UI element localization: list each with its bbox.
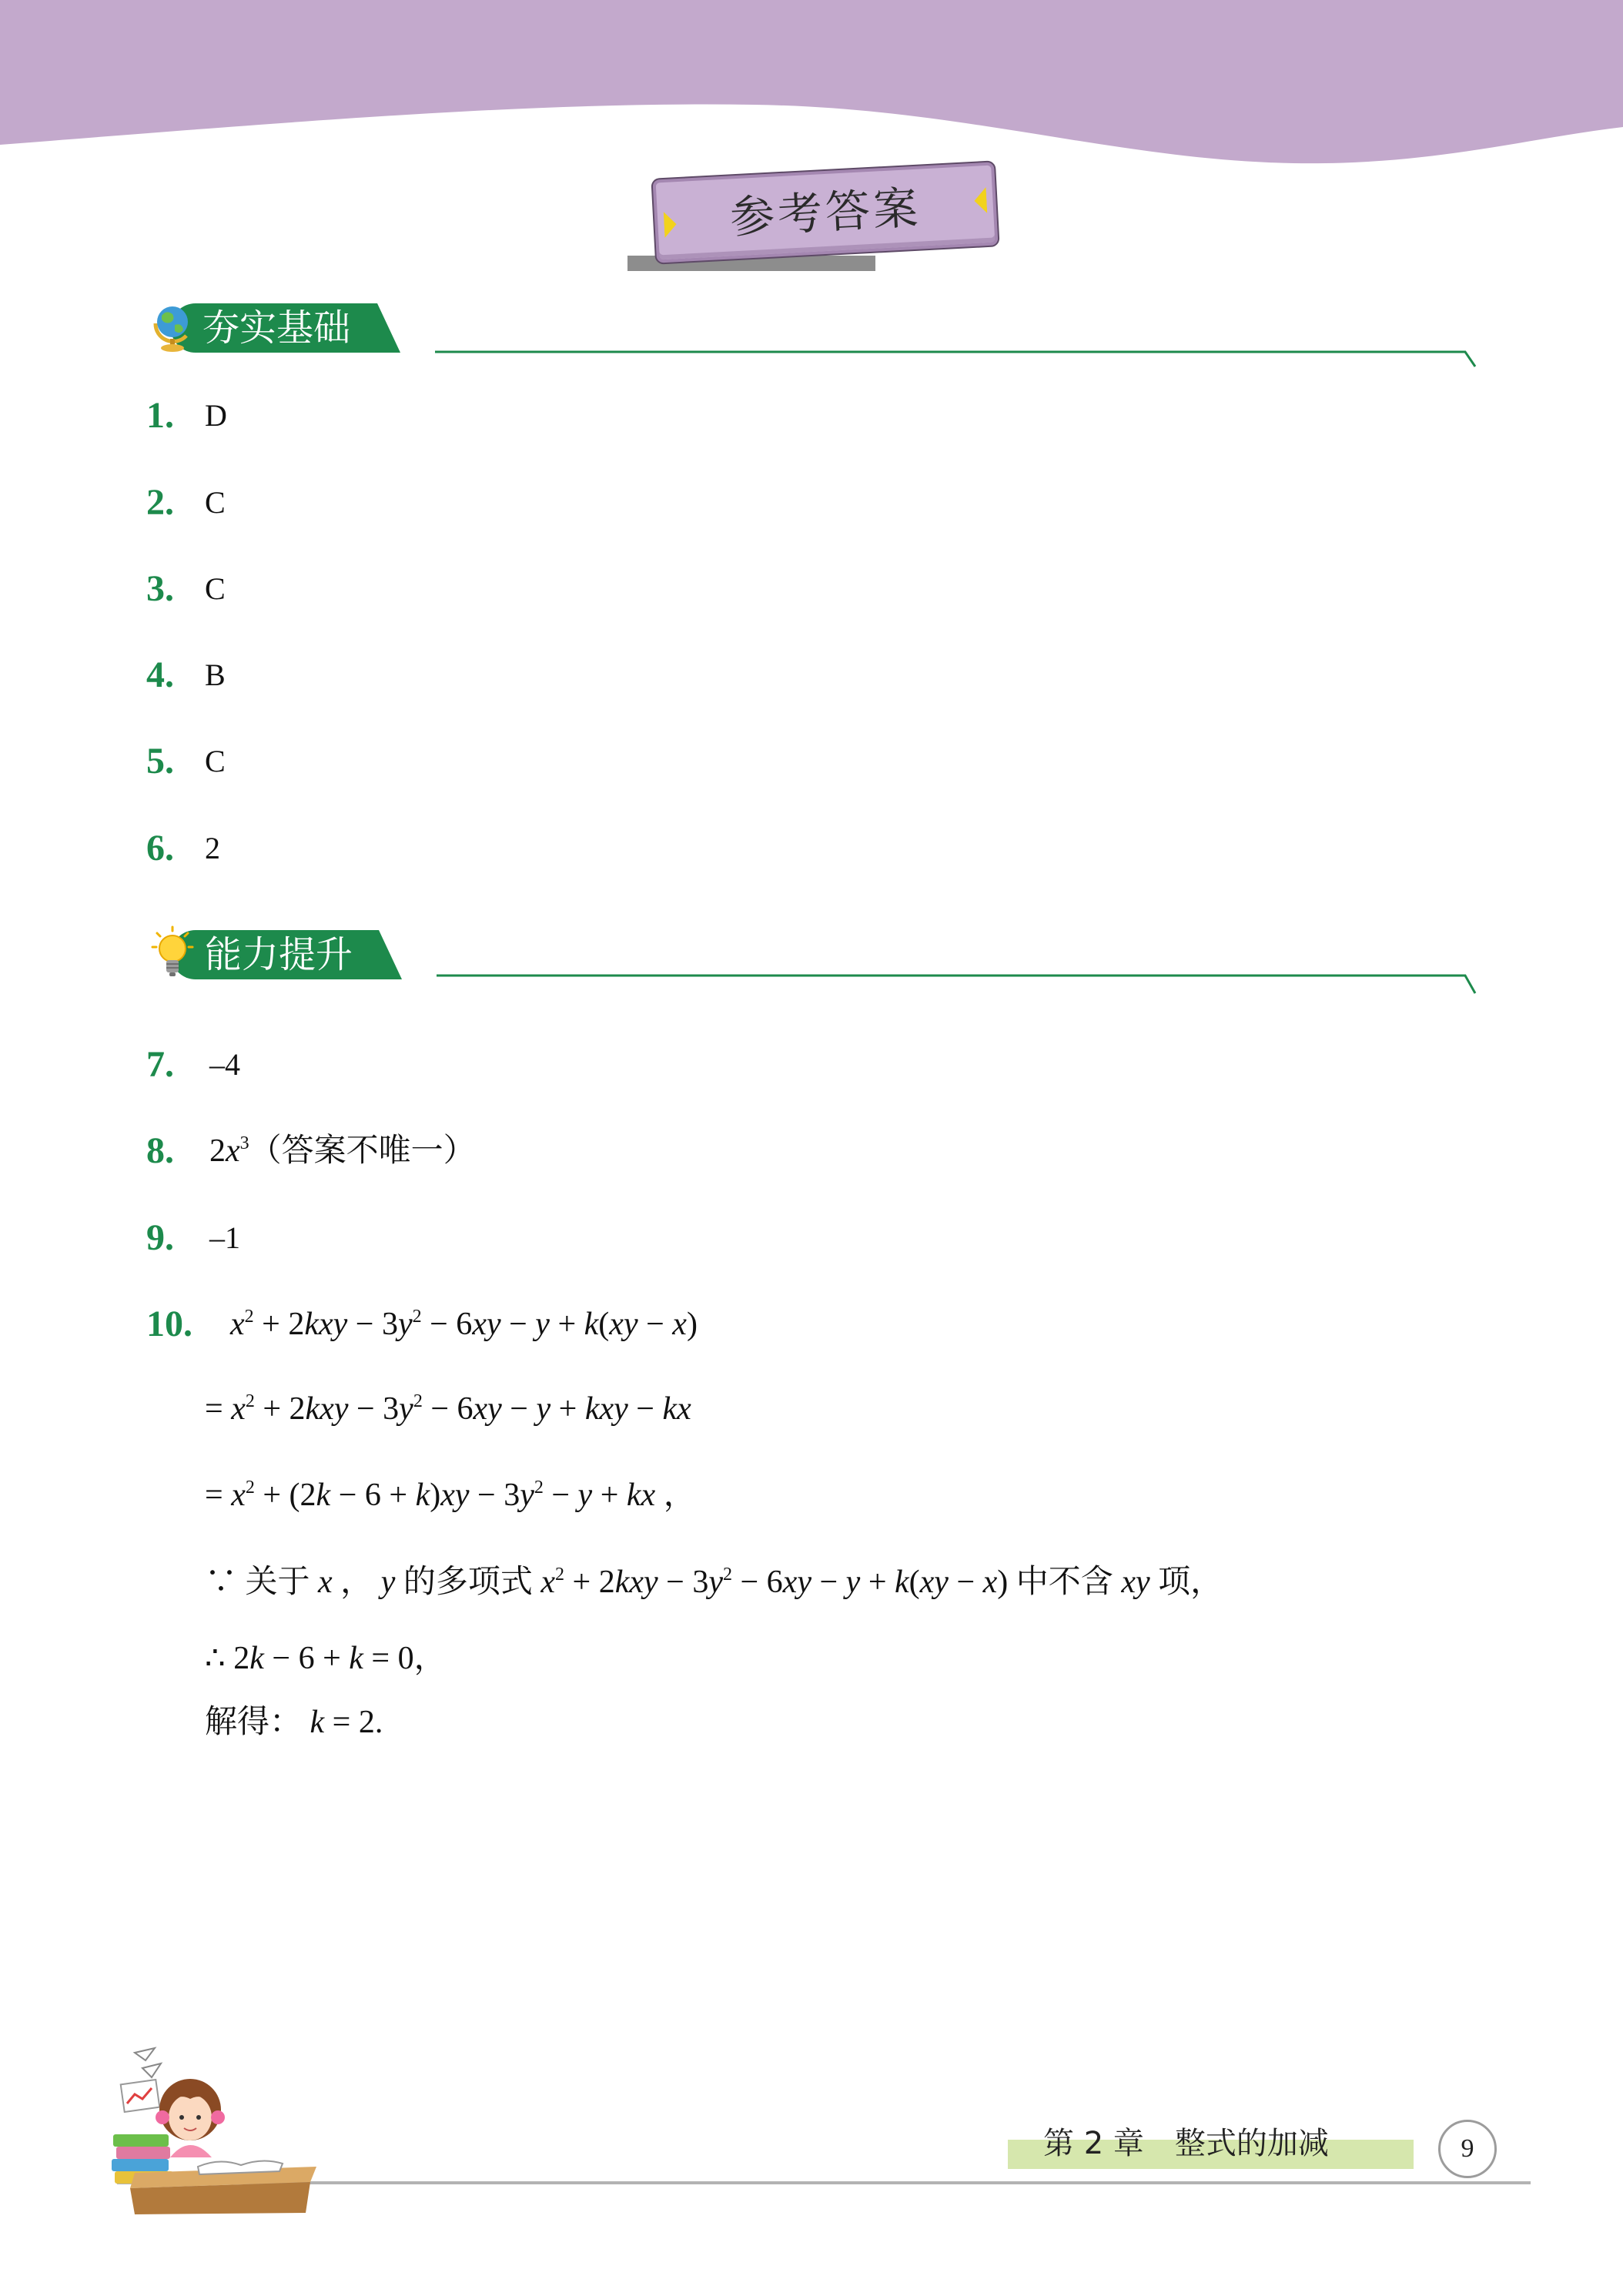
math-text: = bbox=[205, 1478, 232, 1513]
solution-line bbox=[205, 1699, 383, 1745]
answer-text: B bbox=[205, 658, 226, 692]
math-variable: x bbox=[230, 1307, 245, 1342]
math-exponent: 3 bbox=[239, 1133, 249, 1153]
answer-text: C bbox=[205, 485, 226, 520]
math-variable: y bbox=[708, 1565, 723, 1600]
math-text: − bbox=[637, 1307, 673, 1342]
math-text: + 2 bbox=[564, 1565, 615, 1600]
math-text: ) bbox=[430, 1478, 441, 1513]
math-variable: x bbox=[226, 1133, 240, 1169]
math-text: = 0， bbox=[363, 1641, 447, 1676]
solution-line bbox=[205, 1472, 696, 1518]
page-title: 参考答案 bbox=[728, 181, 922, 244]
math-text: 中不含 bbox=[1008, 1565, 1122, 1600]
math-exponent: 2 bbox=[413, 1391, 423, 1411]
math-variable: k bbox=[584, 1307, 599, 1342]
answer-expression bbox=[209, 1128, 476, 1174]
math-text: − 6 bbox=[731, 1565, 783, 1600]
solution-line bbox=[230, 1301, 698, 1347]
math-variable: xy bbox=[472, 1307, 501, 1342]
student-illustration bbox=[104, 2042, 327, 2219]
math-text: ) bbox=[997, 1565, 1009, 1600]
footer-chapter-title: 第 2 章 整式的加减 bbox=[1043, 2126, 1329, 2161]
math-variable: x bbox=[318, 1565, 333, 1600]
math-variable: y bbox=[399, 1391, 413, 1427]
math-variable: xy bbox=[1121, 1565, 1150, 1600]
math-text: − 3 bbox=[658, 1565, 709, 1600]
math-exponent: 2 bbox=[722, 1565, 732, 1585]
math-variable: kx bbox=[662, 1391, 691, 1427]
math-variable: xy bbox=[919, 1565, 949, 1600]
math-exponent: 2 bbox=[412, 1307, 422, 1327]
math-text: ∵ 关于 bbox=[205, 1565, 319, 1600]
paper-plane-icon bbox=[135, 2048, 161, 2077]
chart-paper bbox=[121, 2080, 160, 2112]
math-exponent: 2 bbox=[244, 1307, 254, 1327]
page-number: 9 bbox=[1438, 2120, 1497, 2178]
answer-text: C bbox=[205, 744, 226, 778]
math-text: ( bbox=[909, 1565, 920, 1600]
answer-text: 2 bbox=[205, 831, 220, 865]
math-text: + 2 bbox=[253, 1307, 305, 1342]
math-variable: y bbox=[536, 1391, 551, 1427]
math-text: − 3 bbox=[469, 1478, 520, 1513]
math-variable: kxy bbox=[305, 1391, 349, 1427]
math-text: − bbox=[501, 1391, 537, 1427]
math-text: 解得： bbox=[205, 1705, 310, 1740]
math-variable: k bbox=[316, 1478, 331, 1513]
question-number: 5. bbox=[146, 741, 174, 782]
question-number: 10. bbox=[146, 1304, 192, 1344]
math-exponent: 2 bbox=[245, 1478, 255, 1498]
math-text: − bbox=[627, 1391, 663, 1427]
math-text: ( bbox=[598, 1307, 610, 1342]
math-text: = bbox=[205, 1391, 232, 1427]
section-advanced-rule bbox=[0, 970, 1623, 1001]
math-text: ) bbox=[686, 1307, 698, 1342]
question-number: 1. bbox=[146, 395, 174, 436]
math-variable: y bbox=[520, 1478, 534, 1513]
math-variable: x bbox=[540, 1565, 556, 1600]
math-text: − 6 bbox=[422, 1391, 474, 1427]
answer-text: –1 bbox=[209, 1220, 240, 1255]
math-variable: xy bbox=[782, 1565, 812, 1600]
math-variable: xy bbox=[440, 1478, 470, 1513]
math-variable: x bbox=[231, 1478, 246, 1513]
solution-line bbox=[205, 1386, 691, 1432]
math-text: ， bbox=[332, 1565, 381, 1600]
math-text: + bbox=[550, 1391, 585, 1427]
section-basic-title: 夯实基础 bbox=[202, 306, 351, 350]
math-text: + bbox=[860, 1565, 895, 1600]
math-variable: kxy bbox=[614, 1565, 658, 1600]
question-number: 7. bbox=[146, 1044, 174, 1085]
math-text: 的多项式 bbox=[395, 1565, 541, 1600]
math-text: = 2. bbox=[324, 1705, 383, 1740]
answer-text: C bbox=[205, 571, 226, 606]
math-variable: y bbox=[397, 1307, 413, 1342]
math-text: − bbox=[948, 1565, 983, 1600]
math-variable: y bbox=[380, 1565, 396, 1600]
math-exponent: 2 bbox=[534, 1478, 544, 1498]
math-variable: kx bbox=[626, 1478, 656, 1513]
math-variable: kxy bbox=[304, 1307, 348, 1342]
math-text: − 3 bbox=[348, 1391, 400, 1427]
math-variable: k bbox=[310, 1705, 325, 1740]
math-text: ， bbox=[655, 1478, 696, 1513]
solution-line bbox=[205, 1635, 447, 1682]
title-banner bbox=[652, 162, 998, 263]
footer-rule bbox=[117, 2181, 1531, 2184]
math-text: （答案不唯一） bbox=[249, 1133, 476, 1169]
math-text: + bbox=[592, 1478, 627, 1513]
top-wave-banner bbox=[0, 0, 1623, 177]
math-text: − 6 + bbox=[330, 1478, 416, 1513]
answer-text: –4 bbox=[209, 1047, 240, 1082]
math-variable: kxy bbox=[584, 1391, 628, 1427]
math-variable: xy bbox=[473, 1391, 502, 1427]
math-text: ∴ 2 bbox=[205, 1641, 250, 1676]
math-text: + bbox=[549, 1307, 584, 1342]
math-text: − 6 bbox=[421, 1307, 473, 1342]
math-variable: x bbox=[982, 1565, 998, 1600]
math-text: 2 bbox=[209, 1133, 226, 1169]
question-number: 8. bbox=[146, 1130, 174, 1171]
math-variable: k bbox=[349, 1641, 363, 1676]
math-variable: xy bbox=[609, 1307, 638, 1342]
math-variable: y bbox=[535, 1307, 550, 1342]
math-text: − bbox=[500, 1307, 536, 1342]
math-text: + 2 bbox=[254, 1391, 306, 1427]
math-variable: k bbox=[895, 1565, 909, 1600]
math-exponent: 2 bbox=[245, 1391, 255, 1411]
math-text: + (2 bbox=[254, 1478, 316, 1513]
section-advanced-title: 能力提升 bbox=[205, 933, 353, 976]
answer-text: D bbox=[205, 398, 227, 433]
math-text: − bbox=[811, 1565, 846, 1600]
question-number: 4. bbox=[146, 654, 174, 695]
math-text: 项， bbox=[1149, 1565, 1223, 1600]
solution-line bbox=[205, 1559, 1223, 1605]
math-variable: k bbox=[415, 1478, 430, 1513]
math-text: − 6 + bbox=[263, 1641, 350, 1676]
section-basic-rule bbox=[0, 346, 1623, 377]
question-number: 3. bbox=[146, 568, 174, 609]
question-number: 2. bbox=[146, 482, 174, 523]
math-text: − bbox=[543, 1478, 578, 1513]
math-text: − 3 bbox=[347, 1307, 398, 1342]
math-variable: k bbox=[249, 1641, 264, 1676]
math-variable: y bbox=[577, 1478, 593, 1513]
math-variable: x bbox=[231, 1391, 246, 1427]
math-exponent: 2 bbox=[555, 1565, 565, 1585]
question-number: 6. bbox=[146, 828, 174, 869]
math-variable: y bbox=[845, 1565, 861, 1600]
math-variable: x bbox=[672, 1307, 687, 1342]
question-number: 9. bbox=[146, 1217, 174, 1258]
